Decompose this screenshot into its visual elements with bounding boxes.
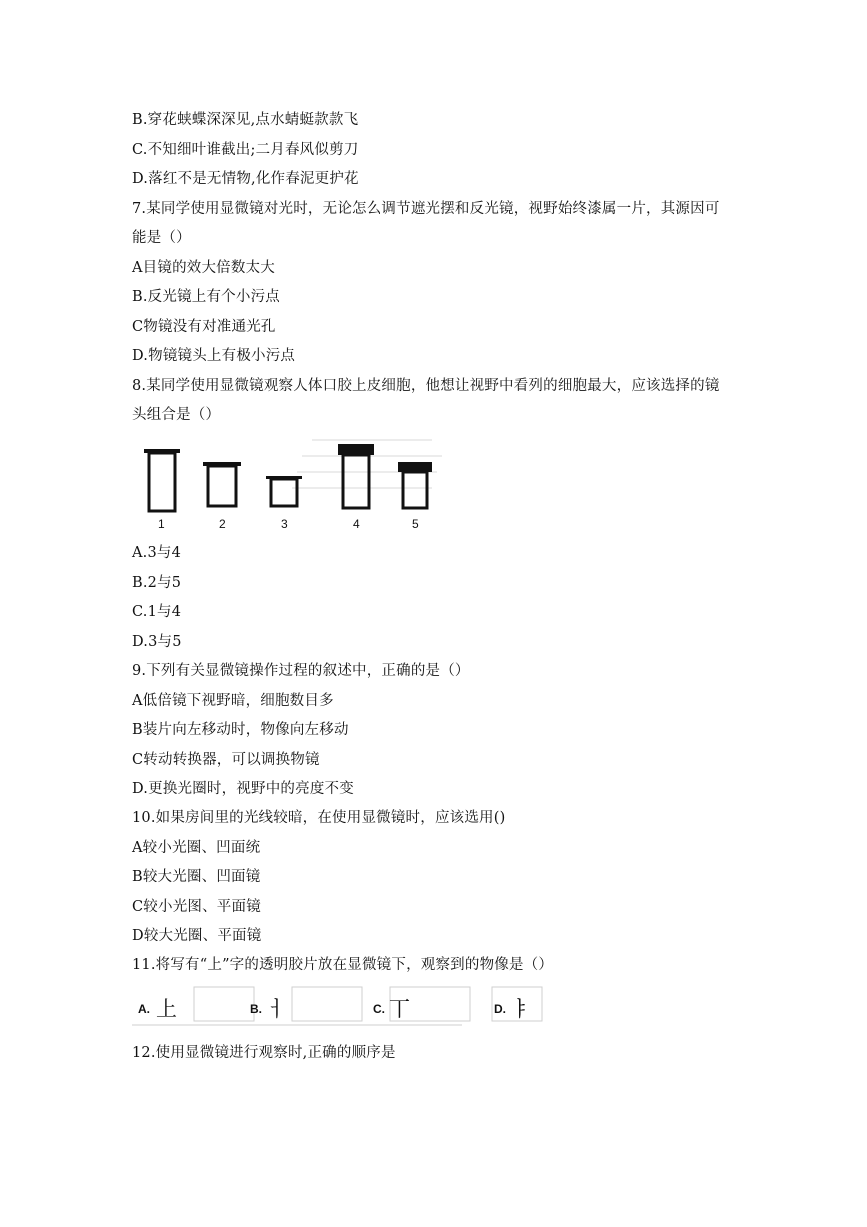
eyepiece-lens-3 — [266, 476, 302, 506]
question-9-option-c: C转动转换器，可以调换物镜 — [132, 752, 320, 768]
eyepiece-lens-1 — [144, 449, 180, 511]
lens-diagram — [132, 434, 452, 534]
question-8-option-d: D.3与5 — [132, 634, 182, 650]
question-12-stem: 12.使用显微镜进行观察时,正确的顺序是 — [132, 1045, 396, 1061]
lens-figure — [132, 434, 452, 538]
lens-label: 1 — [158, 517, 165, 531]
question-7-option-b: B.反光镜上有个小污点 — [132, 289, 280, 305]
question-8-stem-cont: 头组合是（） — [132, 407, 221, 423]
question-8-stem: 8.某同学使用显微镜观察人体口胶上皮细胞，他想让视野中看列的细胞最大，应该选择的镜 — [132, 378, 720, 394]
question-7-option-d: D.物镜镜头上有极小污点 — [132, 348, 296, 364]
question-9-stem: 9.下列有关显微镜操作过程的叙述中，正确的是（） — [132, 663, 470, 679]
question-10-option-a: A较小光圈、凹面统 — [132, 840, 261, 856]
q11-option-a-label: A. — [138, 1002, 150, 1016]
question-8-option-a: A.3与4 — [132, 545, 182, 561]
lens-label: 4 — [353, 517, 360, 531]
text-line: D.落红不是无情物,化作春泥更护花 — [132, 171, 359, 187]
question-10-option-c: C较小光图、平面镜 — [132, 899, 261, 915]
text-line: B.穿花蛱蝶深深见,点水蜻蜓款款飞 — [132, 112, 359, 128]
q11-options-strip — [132, 983, 547, 1029]
q11-option-c-glyph: 丅 — [389, 997, 410, 1021]
question-10-stem: 10.如果房间里的光线较暗，在使用显微镜时，应该选用() — [132, 810, 506, 826]
question-7-stem: 7.某同学使用显微镜对光时，无论怎么调节遮光摆和反光镜，视野始终漆属一片，其源因可 — [132, 201, 720, 217]
question-9-option-d: D.更换光圈时，视野中的亮度不变 — [132, 781, 354, 797]
text-line: C.不知细叶谁截出;二月春风似剪刀 — [132, 142, 359, 158]
question-11-stem: 11.将写有“上”字的透明胶片放在显微镜下，观察到的物像是（） — [132, 957, 554, 973]
q11-option-d-label: D. — [494, 1002, 506, 1016]
question-10-option-d: D较大光圈、平面镜 — [132, 928, 262, 944]
question-9-option-b: B装片向左移动时，物像向左移动 — [132, 722, 349, 738]
question-9-option-a: A低倍镜下视野暗，细胞数目多 — [132, 693, 334, 709]
q11-option-b-label: B. — [250, 1002, 262, 1016]
q11-option-d-glyph: ㅑ — [510, 997, 531, 1021]
question-8-option-b: B.2与5 — [132, 575, 182, 591]
q11-option-c-label: C. — [373, 1002, 385, 1016]
question-8-option-c: C.1与4 — [132, 604, 182, 620]
q11-option-b-glyph: ㅓ — [266, 997, 287, 1021]
lens-label: 5 — [412, 517, 419, 531]
eyepiece-lens-2 — [203, 462, 241, 506]
lens-label: 3 — [281, 517, 288, 531]
objective-lens-4 — [338, 444, 374, 508]
question-7-stem-cont: 能是（） — [132, 230, 191, 246]
q11-options-figure — [132, 983, 547, 1033]
question-7-option-a: A目镜的效大倍数太大 — [132, 260, 275, 276]
lens-label: 2 — [219, 517, 226, 531]
question-7-option-c: C物镜没有对准通光孔 — [132, 319, 276, 335]
objective-lens-5 — [398, 462, 432, 508]
question-10-option-b: B较大光圈、凹面镜 — [132, 869, 261, 885]
q11-option-a-glyph: 上 — [156, 997, 177, 1021]
